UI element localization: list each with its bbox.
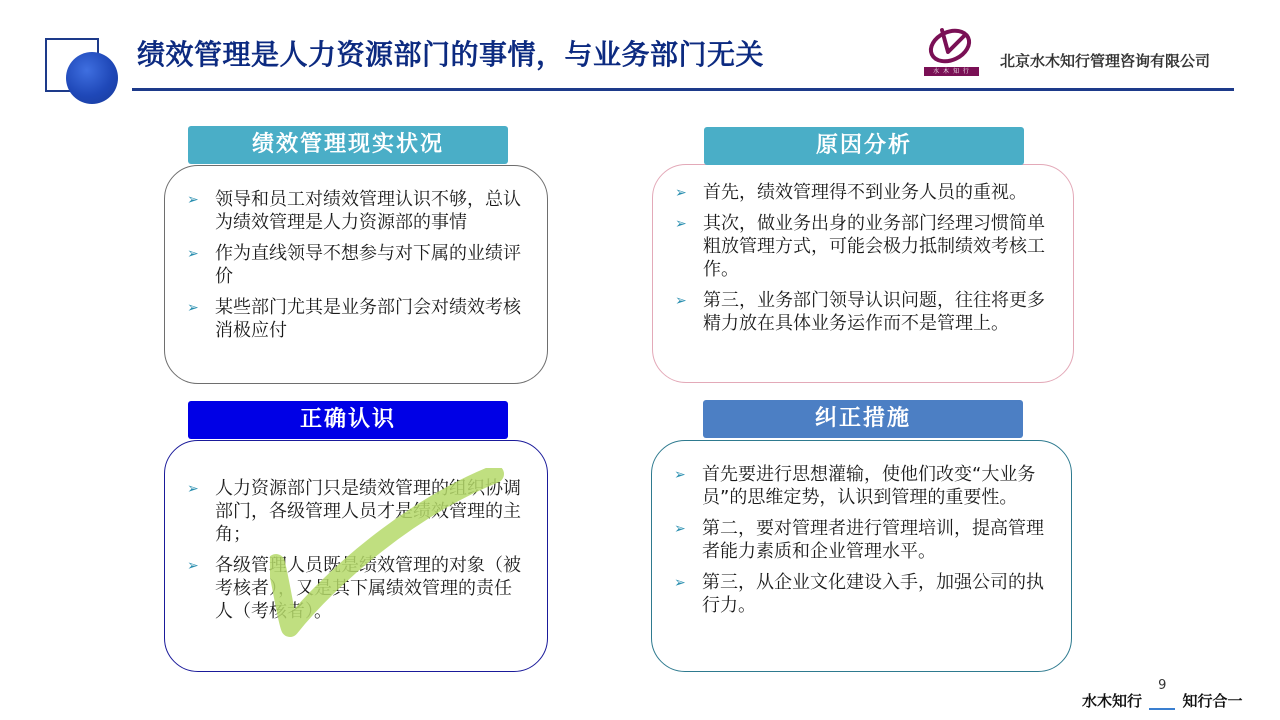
measures-list — [674, 463, 1049, 617]
page-number-value: 9 — [1158, 678, 1167, 693]
arrow-bullet-icon: ➢ — [187, 300, 199, 316]
list-item: ➢ 首先，绩效管理得不到业务人员的重视。 — [675, 182, 1027, 203]
reasons-list — [675, 181, 1051, 335]
list-item: ➢ 各级管理人员既是绩效管理的对象（被考核者），又是其下属绩效管理的责任人（考核者）。 — [187, 555, 521, 622]
page-title: 绩效管理是人力资源部门的事情，与业务部门无关 — [137, 38, 765, 71]
arrow-bullet-icon: ➢ — [187, 481, 199, 497]
arrow-bullet-icon: ➢ — [187, 558, 199, 574]
list-item: ➢ 其次，做业务出身的业务部门经理习惯简单粗放管理方式，可能会极力抵制绩效考核工作。 — [675, 213, 1045, 280]
list-item: ➢ 人力资源部门只是绩效管理的组织协调部门，各级管理人员才是绩效管理的主角； — [187, 478, 521, 545]
reasons-section-title: 原因分析 — [704, 127, 1024, 165]
reasons-box — [652, 164, 1074, 383]
footer-right-text: 知行合一 — [1182, 692, 1243, 710]
arrow-bullet-icon: ➢ — [675, 185, 687, 201]
arrow-bullet-icon: ➢ — [674, 575, 686, 591]
status-box — [164, 165, 548, 384]
arrow-bullet-icon: ➢ — [674, 467, 686, 483]
status-list — [187, 188, 525, 342]
list-item: ➢ 某些部门尤其是业务部门会对绩效考核消极应付 — [187, 297, 521, 341]
measures-section-title: 纠正措施 — [703, 400, 1023, 438]
arrow-bullet-icon: ➢ — [675, 293, 687, 309]
footer — [1082, 678, 1243, 711]
logo-caption: 水 木 知 行 — [924, 67, 979, 76]
correct-list — [187, 477, 525, 623]
measures-box — [651, 440, 1072, 672]
arrow-bullet-icon: ➢ — [187, 192, 199, 208]
list-item: ➢ 作为直线领导不想参与对下属的业绩评价 — [187, 243, 521, 287]
list-item: ➢ 第三，业务部门领导认识问题，往往将更多精力放在具体业务运作而不是管理上。 — [675, 290, 1045, 334]
header-circle-decoration — [66, 52, 118, 104]
arrow-bullet-icon: ➢ — [675, 216, 687, 232]
header-divider — [132, 88, 1234, 91]
list-item: ➢ 首先要进行思想灌输，使他们改变“大业务员”的思维定势，认识到管理的重要性。 — [674, 464, 1036, 508]
page-number — [1147, 678, 1177, 710]
page-underline — [1149, 708, 1175, 710]
correct-box — [164, 440, 548, 672]
company-name: 北京水木知行管理咨询有限公司 — [1000, 52, 1211, 70]
list-item: ➢ 第三，从企业文化建设入手，加强公司的执行力。 — [674, 572, 1044, 616]
arrow-bullet-icon: ➢ — [187, 246, 199, 262]
status-section-title: 绩效管理现实状况 — [188, 126, 508, 164]
arrow-bullet-icon: ➢ — [674, 521, 686, 537]
correct-section-title: 正确认识 — [188, 401, 508, 439]
footer-left-text: 水木知行 — [1082, 692, 1143, 710]
list-item: ➢ 第二，要对管理者进行管理培训，提高管理者能力素质和企业管理水平。 — [674, 518, 1044, 562]
list-item: ➢ 领导和员工对绩效管理认识不够，总认为绩效管理是人力资源部的事情 — [187, 189, 521, 233]
